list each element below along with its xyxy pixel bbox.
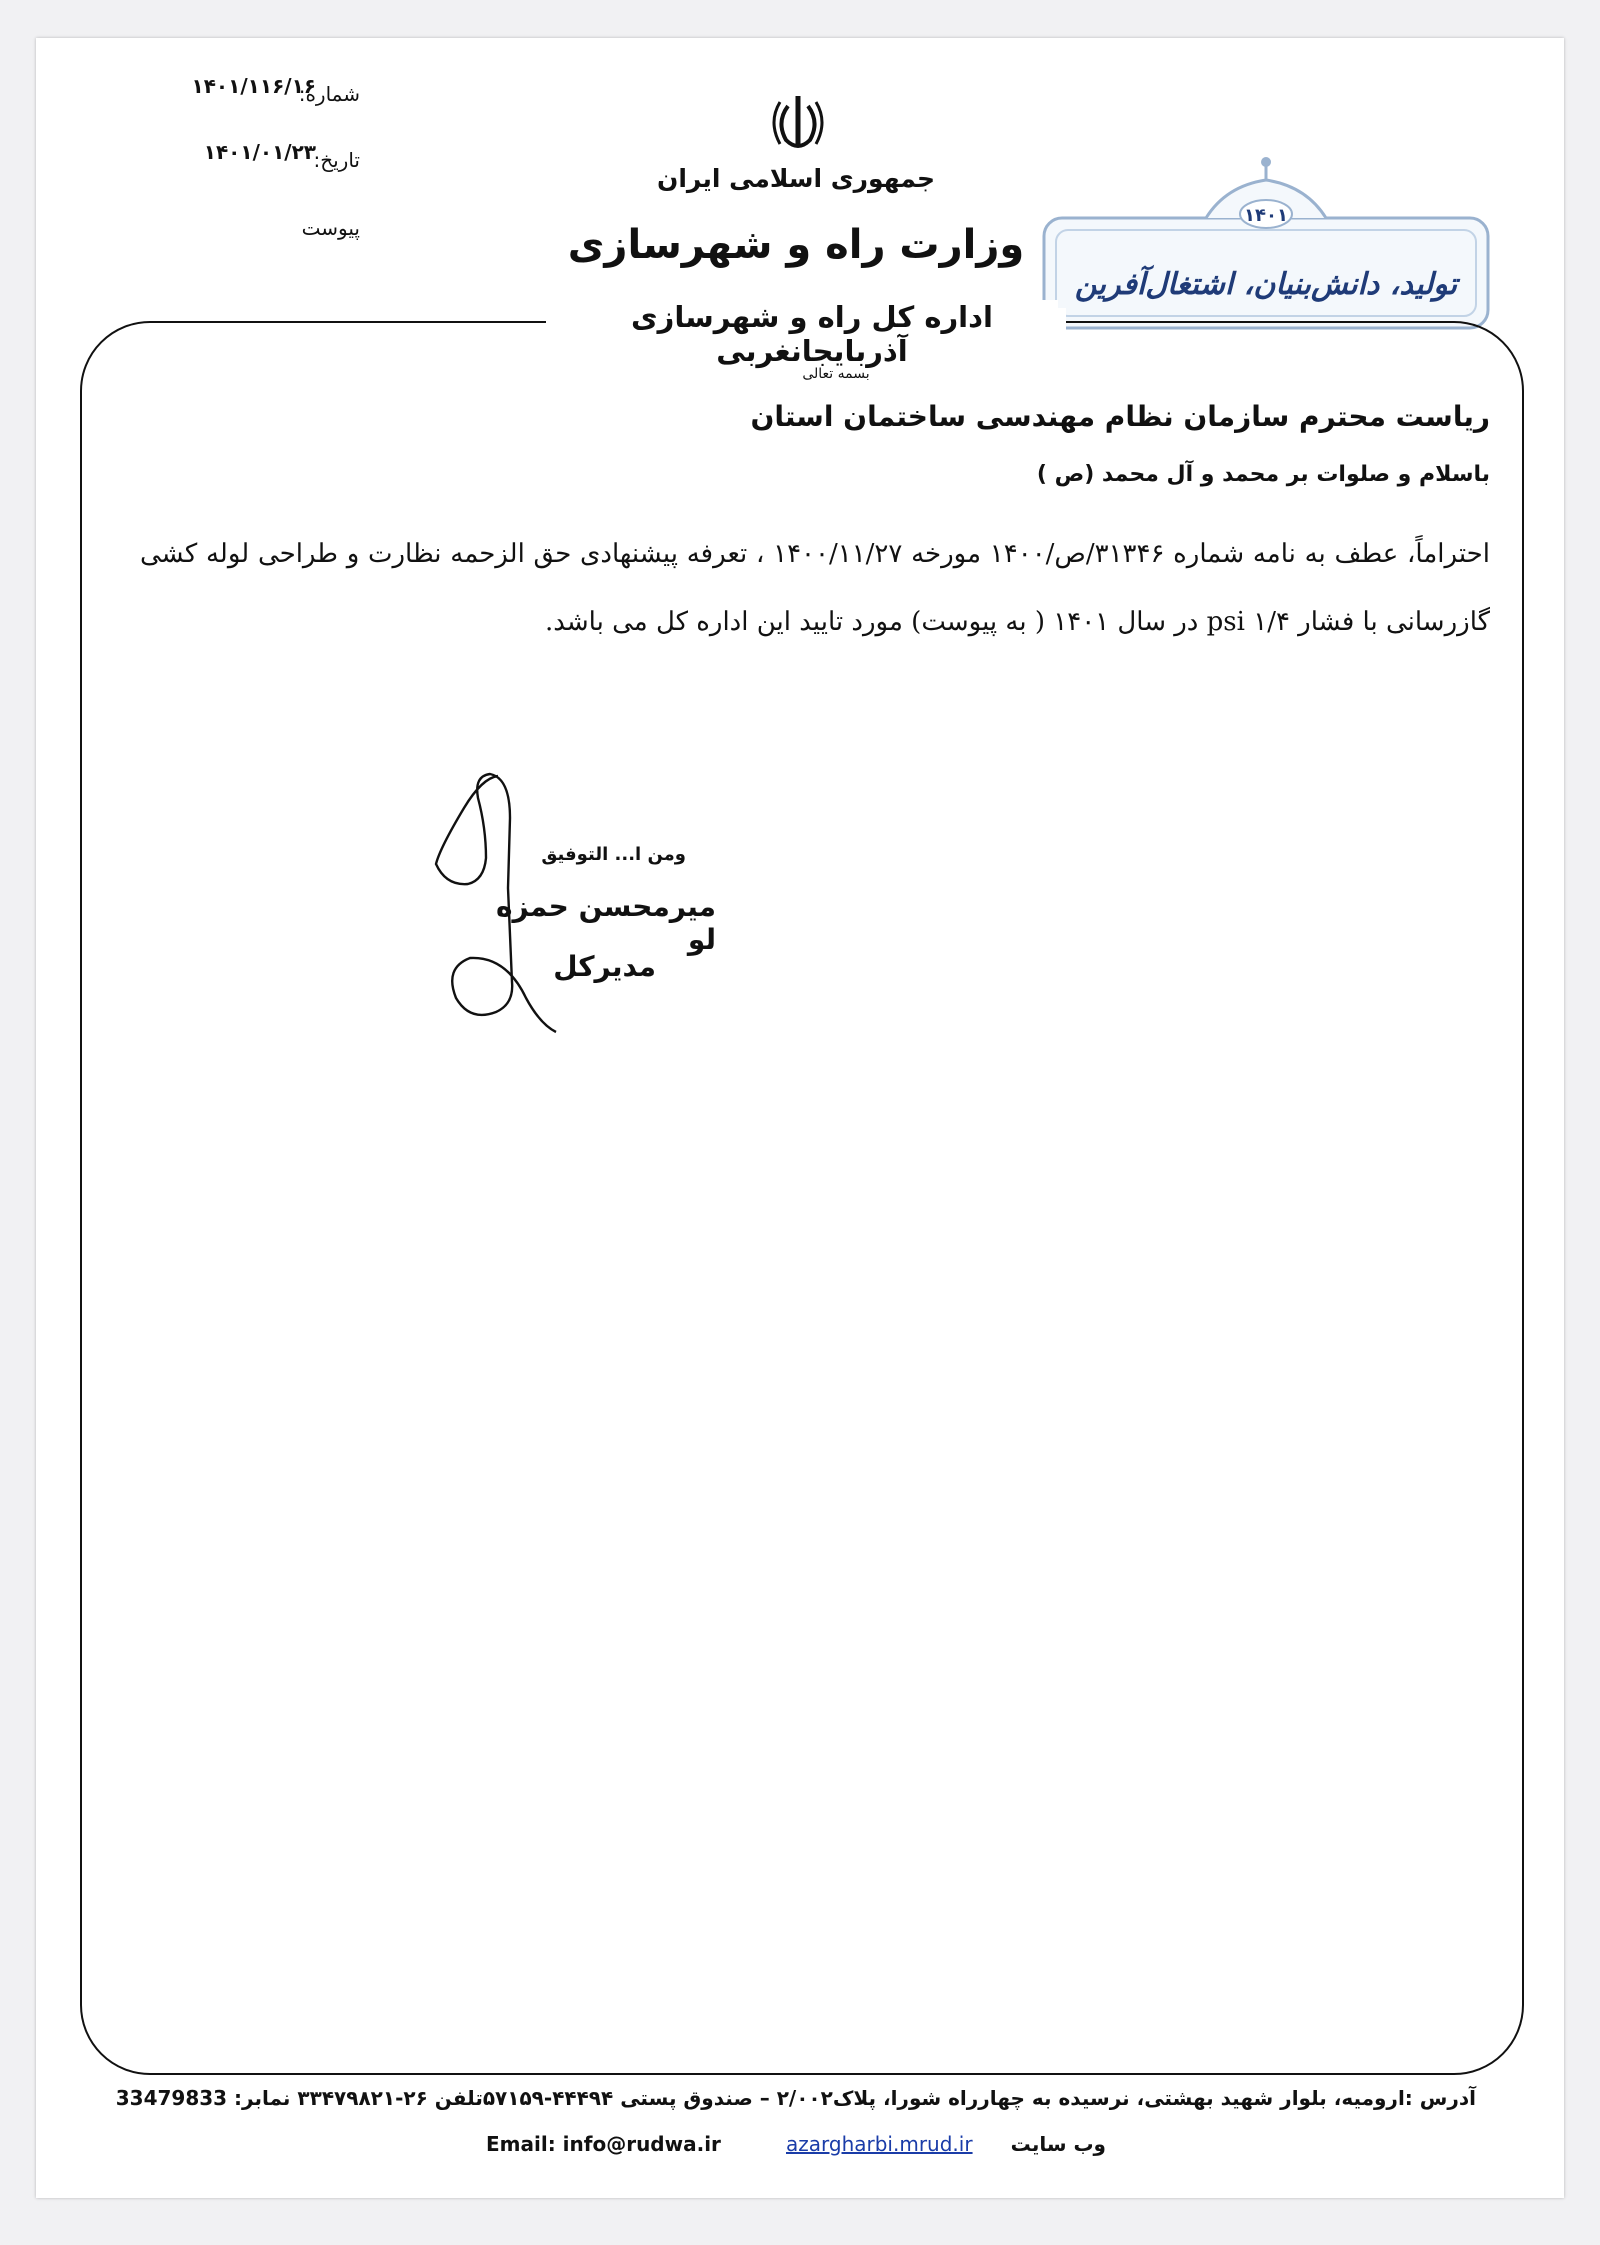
iran-emblem-icon	[768, 92, 828, 150]
footer-address: آدرس :ارومیه، بلوار شهید بهشتی، نرسیده به چهارراه شورا، پلاک۲/۰۰۲ – صندوق پستی ۴۴۴۹۴-۵۷۱۵۹تلفن ۲۶-۳۳۴۷۹۸۲۱ نمابر: 33479833	[115, 2086, 1476, 2110]
letter-page	[36, 38, 1564, 2198]
letter-date: ۱۴۰۱/۰۱/۲۳	[203, 140, 316, 164]
republic-title: جمهوری اسلامی ایران	[657, 164, 935, 193]
letter-body: احتراماً، عطف به نامه شماره ۳۱۳۴۶/ص/۱۴۰۰ مورخه ۱۴۰۰/۱۱/۲۷ ، تعرفه پیشنهادی حق الزحمه نظارت و طراحی لوله کشی گازرسانی با فشار psi ۱/۴ در سال ۱۴۰۱ ( به پیوست) مورد تایید این اداره کل می باشد.	[140, 539, 1490, 637]
ministry-title: وزارت راه و شهرسازی	[567, 222, 1025, 268]
slogan-text: تولید، دانش‌بنیان، اشتغال‌آفرین	[1074, 267, 1458, 302]
footer-website-label: وب سایت	[1010, 2132, 1106, 2156]
recipient: ریاست محترم سازمان نظام مهندسی ساختمان استان	[750, 400, 1490, 433]
signer-name: میرمحسن حمزه لو	[495, 890, 716, 956]
attachment-label: پیوست	[301, 216, 360, 240]
footer-website-link[interactable]: azargharbi.mrud.ir	[786, 2132, 973, 2156]
signer-title: مدیرکل	[553, 950, 656, 983]
office-title: اداره کل راه و شهرسازی آذربایجانغربی	[566, 300, 1058, 368]
invocation: بسمه تعالی	[802, 366, 870, 382]
slogan-year: ۱۴۰۱	[1244, 205, 1288, 226]
footer-email[interactable]: Email: info@rudwa.ir	[486, 2132, 721, 2156]
salutation: باسلام و صلوات بر محمد و آل محمد (ص )	[1036, 462, 1490, 487]
slogan-banner	[1036, 126, 1496, 346]
date-label: تاریخ:	[313, 148, 360, 172]
letter-number: ۱۴۰۱/۱۱۶/۱۶	[191, 74, 316, 98]
number-label: شماره:	[298, 82, 360, 106]
footer-contact	[486, 2132, 1126, 2162]
closing-phrase: ومن ا... التوفیق	[541, 844, 686, 865]
